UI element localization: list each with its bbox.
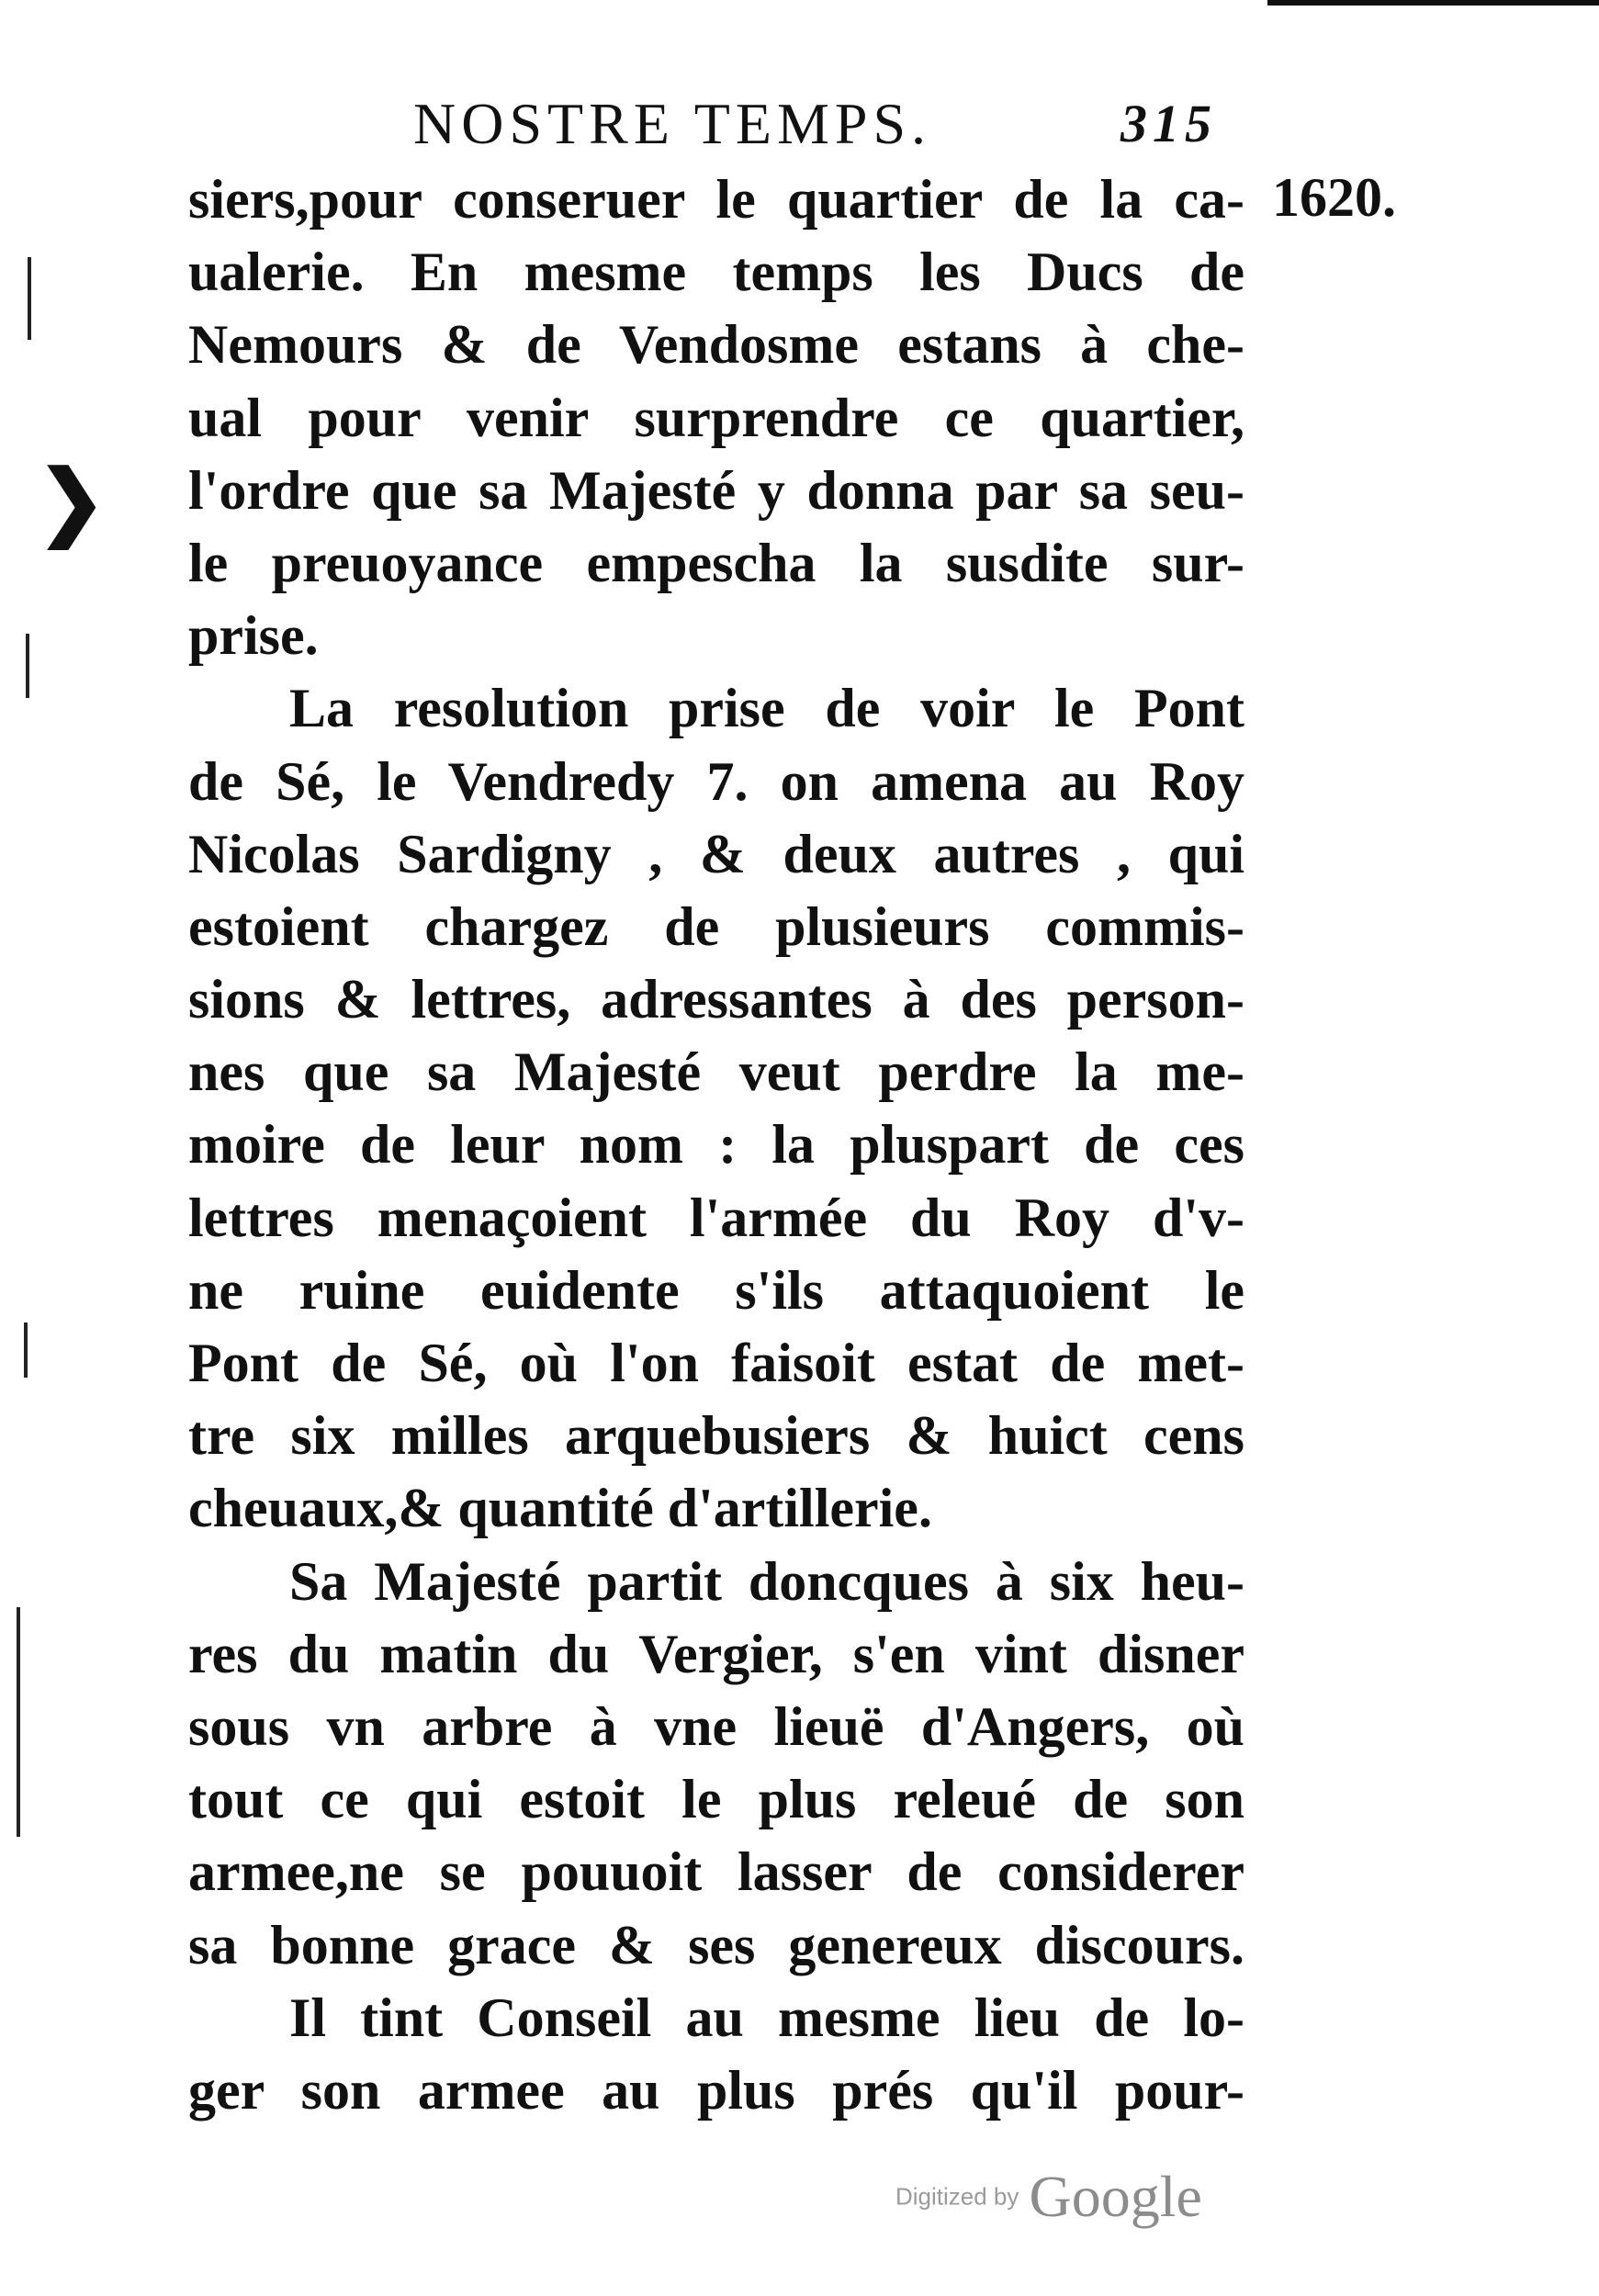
text-line: siers,pour conseruer le quartier de la ca- [188, 169, 1244, 230]
digitized-by-label: Digitized by [895, 2182, 1019, 2211]
body-text [188, 163, 1244, 2127]
paragraph-start-line: Sa Majesté partit doncques à six heu- [289, 1550, 1244, 1612]
text-line: moire de leur nom : la pluspart de ces [188, 1114, 1244, 1176]
running-title: NOSTRE TEMPS. [413, 91, 932, 156]
text-line: tre six milles arquebusiers & huict cens [188, 1405, 1244, 1467]
margin-arrow-icon: ❯ [37, 452, 107, 549]
text-line: sions & lettres, adressantes à des person- [188, 969, 1244, 1030]
text-line: tout ce qui estoit le plus releué de son [188, 1769, 1244, 1830]
text-line: ualerie. En mesme temps les Ducs de [188, 242, 1244, 303]
text-line: cheuaux,& quantité d'artillerie. [188, 1478, 932, 1539]
text-line: l'ordre que sa Majesté y donna par sa seu- [188, 459, 1244, 521]
text-line: Nicolas Sardigny , & deux autres , qui [188, 823, 1244, 884]
text-line: armee,ne se pouuoit lasser de considerer [188, 1841, 1244, 1903]
running-head [413, 87, 1240, 161]
text-line: lettres menaçoient l'armée du Roy d'v- [188, 1187, 1244, 1248]
text-line: le preuoyance empescha la susdite sur- [188, 532, 1244, 593]
gutter-mark [24, 1322, 28, 1378]
text-line: ne ruine euidente s'ils attaquoient le [188, 1259, 1244, 1321]
text-line: nes que sa Majesté veut perdre la me- [188, 1041, 1244, 1103]
page-number: 315 [1120, 94, 1217, 153]
text-line: ual pour venir surprendre ce quartier, [188, 387, 1244, 448]
text-line: res du matin du Vergier, s'en vint disner [188, 1623, 1244, 1684]
paragraph-start-line: Il tint Conseil au mesme lieu de lo- [289, 1986, 1244, 2048]
margin-year: 1620. [1272, 167, 1396, 228]
digitized-watermark [895, 2163, 1202, 2236]
text-line: prise. [188, 605, 319, 667]
text-line: Nemours & de Vendosme estans à che- [188, 314, 1244, 376]
top-edge-rule [1267, 0, 1599, 6]
text-line: de Sé, le Vendredy 7. on amena au Roy [188, 750, 1244, 812]
text-line: Pont de Sé, où l'on faisoit estat de met- [188, 1333, 1244, 1393]
text-line: sous vn arbre à vne lieuë d'Angers, où [188, 1695, 1244, 1757]
text-line: ger son armee au plus prés qu'il pour- [188, 2059, 1244, 2121]
gutter-mark [17, 1607, 20, 1837]
gutter-mark [28, 257, 31, 340]
gutter-mark [26, 634, 29, 698]
google-logo: Google [1029, 2164, 1202, 2229]
text-line: estoient chargez de plusieurs commis- [188, 895, 1244, 957]
paragraph-start-line: La resolution prise de voir le Pont [289, 678, 1244, 739]
text-line: sa bonne grace & ses genereux discours. [188, 1914, 1244, 1975]
